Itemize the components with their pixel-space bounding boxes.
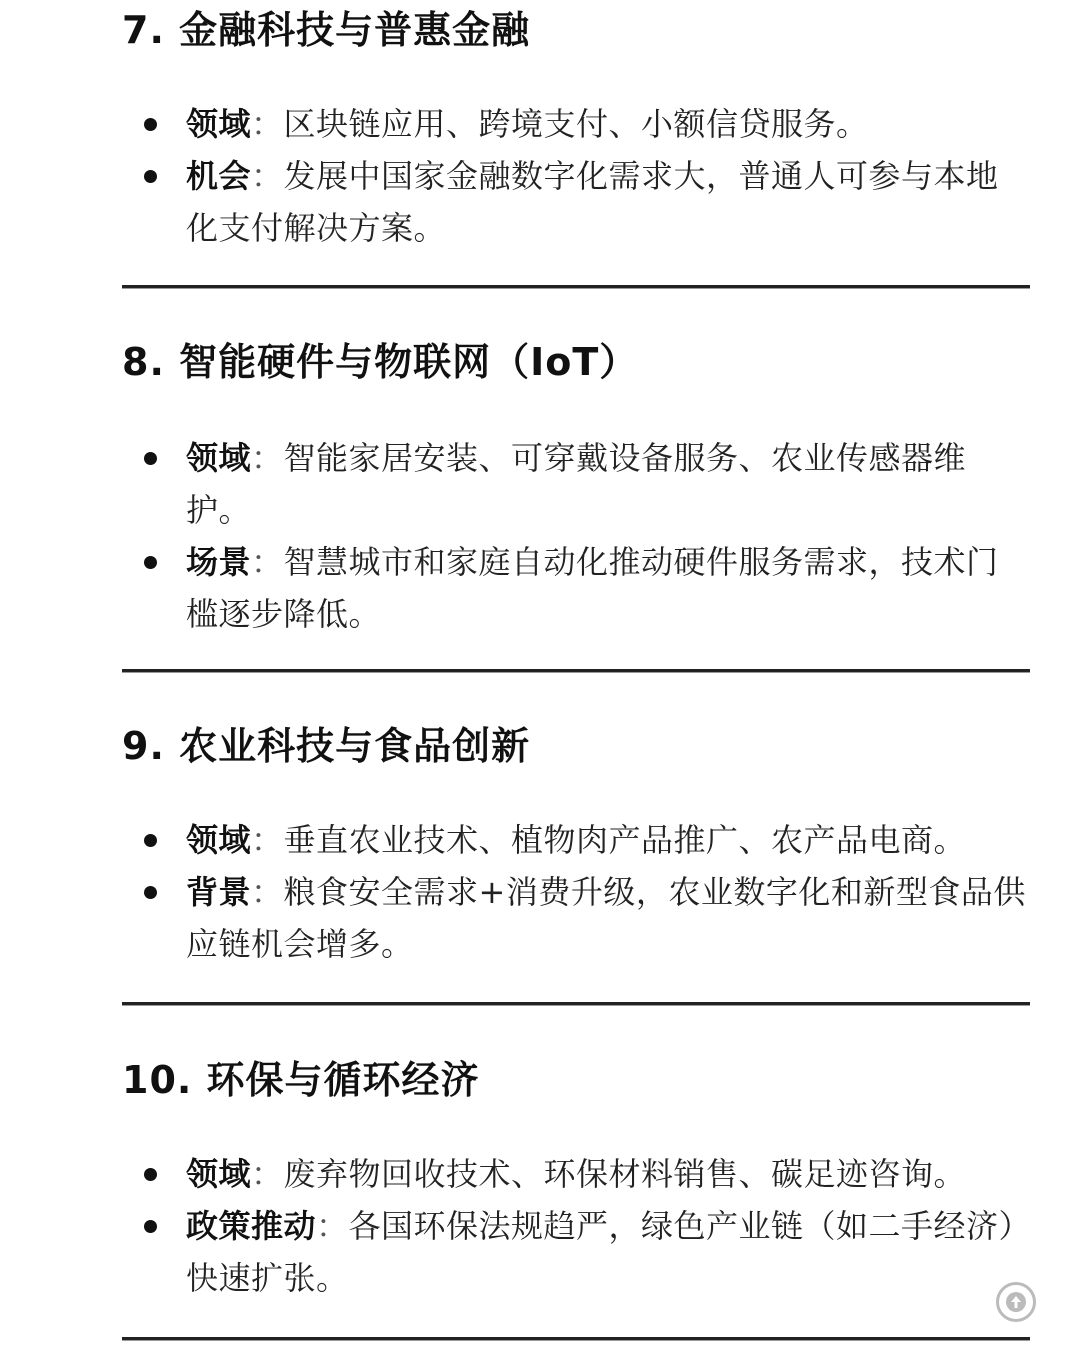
section-title: 10. 环保与循环经济 <box>122 1058 480 1102</box>
item-label: 领域 <box>186 821 252 859</box>
article-content <box>122 0 1030 1297</box>
item-text: 废弃物回收技术、环保材料销售、碳足迹咨询。 <box>283 1155 967 1193</box>
section-7 <box>122 0 1030 252</box>
section-9 <box>122 716 1030 976</box>
item-label: 背景 <box>186 873 252 911</box>
item-separator: ： <box>251 157 284 195</box>
section-10 <box>122 1050 1030 1310</box>
list-item <box>122 150 1030 254</box>
list-item <box>122 432 1030 536</box>
section-divider <box>122 1337 1030 1341</box>
bullet-icon <box>144 452 157 465</box>
list-item <box>122 536 1030 640</box>
item-separator: ： <box>251 105 284 143</box>
item-list <box>122 814 1030 970</box>
item-label: 场景 <box>186 543 252 581</box>
section-8 <box>122 332 1030 632</box>
item-separator: ： <box>316 1207 349 1245</box>
item-separator: ： <box>251 821 284 859</box>
section-title: 8. 智能硬件与物联网（IoT） <box>122 340 639 384</box>
bullet-icon <box>144 886 157 899</box>
item-text: 区块链应用、跨境支付、小额信贷服务。 <box>283 105 869 143</box>
item-label: 领域 <box>186 439 252 477</box>
item-list <box>122 1148 1030 1304</box>
bullet-icon <box>144 834 157 847</box>
item-text: 智慧城市和家庭自动化推动硬件服务需求，技术门槛逐步降低。 <box>186 543 999 633</box>
item-text: 各国环保法规趋严，绿色产业链（如二手经济）快速扩张。 <box>186 1207 1016 1297</box>
section-divider <box>122 669 1030 673</box>
list-item <box>122 866 1030 970</box>
bullet-icon <box>144 118 157 131</box>
bullet-icon <box>144 556 157 569</box>
scroll-to-top-button[interactable] <box>996 1282 1036 1322</box>
list-item <box>122 1200 1030 1304</box>
item-separator: ： <box>251 873 284 911</box>
item-text: 粮食安全需求+消费升级，农业数字化和新型食品供应链机会增多。 <box>186 873 1026 963</box>
bullet-icon <box>144 170 157 183</box>
section-title: 7. 金融科技与普惠金融 <box>122 8 531 52</box>
section-title: 9. 农业科技与食品创新 <box>122 724 531 768</box>
bullet-icon <box>144 1168 157 1181</box>
list-item <box>122 98 1030 150</box>
item-label: 机会 <box>186 157 252 195</box>
item-label: 政策推动 <box>186 1207 317 1245</box>
list-item <box>122 814 1030 866</box>
section-divider <box>122 285 1030 289</box>
item-list <box>122 432 1030 640</box>
item-separator: ： <box>251 1155 284 1193</box>
item-label: 领域 <box>186 1155 252 1193</box>
arrow-up-circle-icon <box>1005 1291 1027 1313</box>
bullet-icon <box>144 1220 157 1233</box>
item-text: 智能家居安装、可穿戴设备服务、农业传感器维护。 <box>186 439 967 529</box>
list-item <box>122 1148 1030 1200</box>
item-separator: ： <box>251 543 284 581</box>
item-separator: ： <box>251 439 284 477</box>
item-text: 发展中国家金融数字化需求大，普通人可参与本地化支付解决方案。 <box>186 157 999 247</box>
section-divider <box>122 1002 1030 1006</box>
item-label: 领域 <box>186 105 252 143</box>
item-text: 垂直农业技术、植物肉产品推广、农产品电商。 <box>283 821 967 859</box>
item-list <box>122 98 1030 254</box>
